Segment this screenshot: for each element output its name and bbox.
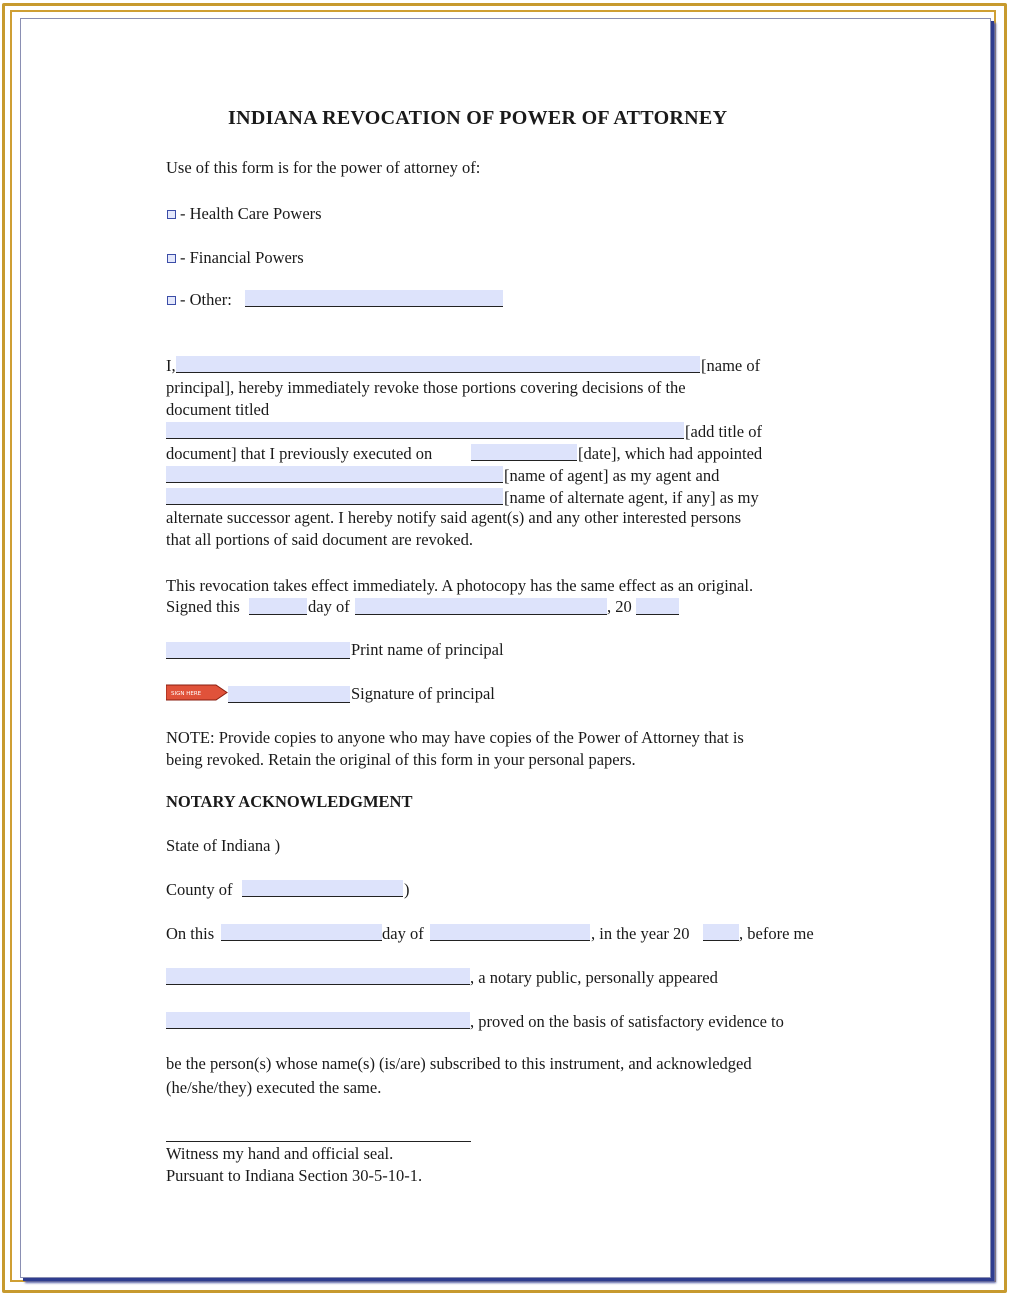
notary-public-label: , a notary public, personally appeared	[470, 968, 718, 987]
health-care-label: - Health Care Powers	[180, 204, 322, 223]
other-field[interactable]	[245, 290, 503, 307]
notary-day-of-label: day of	[382, 924, 424, 943]
county-field[interactable]	[242, 880, 403, 897]
signature-field[interactable]	[228, 686, 350, 703]
sign-here-arrow-icon	[166, 684, 228, 701]
state-line: State of Indiana )	[166, 836, 281, 855]
pursuant-line: Pursuant to Indiana Section 30-5-10-1.	[166, 1166, 423, 1185]
notary-heading: NOTARY ACKNOWLEDGMENT	[166, 792, 413, 811]
be-person-line2: (he/she/they) executed the same.	[166, 1078, 382, 1097]
health-care-checkbox[interactable]	[167, 210, 176, 219]
para1-line8: alternate successor agent. I hereby notify said agent(s) and any other interested persons	[166, 508, 741, 527]
alternate-agent-field[interactable]	[166, 488, 503, 505]
para1-line5-prefix: document] that I previously executed on	[166, 444, 433, 463]
para1-line5-suffix: [date], which had appointed	[578, 444, 763, 463]
before-me-label: , before me	[739, 924, 814, 943]
county-label: County of	[166, 880, 233, 899]
principal-suffix: [name of	[701, 356, 761, 375]
other-label: - Other:	[180, 290, 232, 309]
document-title-field[interactable]	[166, 422, 684, 439]
date-field[interactable]	[471, 444, 577, 461]
financial-label: - Financial Powers	[180, 248, 304, 267]
document-title: INDIANA REVOCATION OF POWER OF ATTORNEY	[228, 107, 728, 129]
note-line2: being revoked. Retain the original of this form in your personal papers.	[166, 750, 636, 769]
para1-line7-suffix: [name of alternate agent, if any] as my	[504, 488, 759, 507]
financial-checkbox[interactable]	[167, 254, 176, 263]
principal-name-field[interactable]	[176, 356, 700, 373]
para1-line6-suffix: [name of agent] as my agent and	[504, 466, 720, 485]
para1-line2: principal], hereby immediately revoke those portions covering decisions of the	[166, 378, 686, 397]
notary-year-field[interactable]	[703, 924, 739, 941]
para1-line3: document titled	[166, 400, 270, 419]
appeared-person-field[interactable]	[166, 1012, 470, 1029]
notary-name-field[interactable]	[166, 968, 470, 985]
year-prefix-label: , 20	[607, 597, 632, 616]
intro-text: Use of this form is for the power of attorney of:	[166, 158, 481, 177]
print-name-label: Print name of principal	[351, 640, 504, 659]
para2-line1: This revocation takes effect immediately. A photocopy has the same effect as an original.	[166, 576, 754, 595]
signed-day-field[interactable]	[249, 598, 307, 615]
witness-line: Witness my hand and official seal.	[166, 1144, 394, 1163]
notary-signature-line[interactable]	[166, 1140, 471, 1142]
signature-label: Signature of principal	[351, 684, 495, 703]
in-year-label: , in the year 20	[591, 924, 690, 943]
agent-name-field[interactable]	[166, 466, 503, 483]
on-this-label: On this	[166, 924, 215, 943]
be-person-line1: be the person(s) whose name(s) (is/are) subscribed to this instrument, and acknowledged	[166, 1054, 752, 1073]
signed-month-field[interactable]	[355, 598, 607, 615]
notary-day-field[interactable]	[221, 924, 382, 941]
signed-this-label: Signed this	[166, 597, 240, 616]
note-line1: NOTE: Provide copies to anyone who may have copies of the Power of Attorney that is	[166, 728, 744, 747]
principal-prefix: I,	[166, 356, 176, 375]
sign-here-text: SIGN HERE	[171, 691, 202, 697]
day-of-label: day of	[308, 597, 350, 616]
para1-line4-suffix: [add title of	[685, 422, 762, 441]
print-name-field[interactable]	[166, 642, 350, 659]
signed-year-field[interactable]	[636, 598, 679, 615]
notary-month-field[interactable]	[430, 924, 590, 941]
county-suffix: )	[404, 880, 410, 899]
para1-line9: that all portions of said document are revoked.	[166, 530, 473, 549]
other-checkbox[interactable]	[167, 296, 176, 305]
proved-label: , proved on the basis of satisfactory evidence to	[470, 1012, 784, 1031]
